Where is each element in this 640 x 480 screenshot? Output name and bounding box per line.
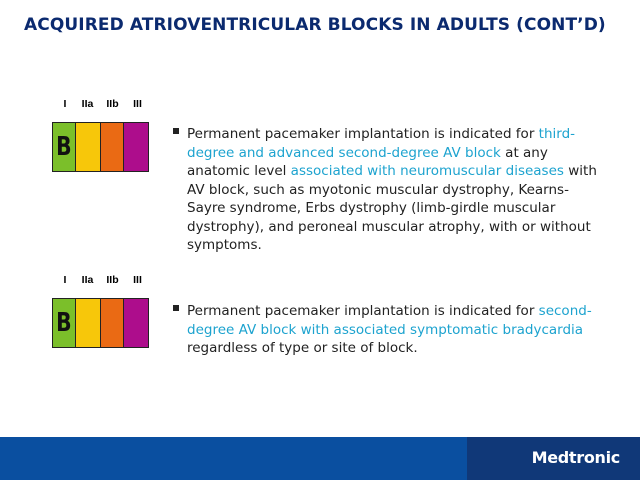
class-label-iii: III [133, 98, 142, 110]
text-part: Permanent pacemaker implantation is indicated for [187, 126, 539, 142]
class-iib-segment [101, 299, 125, 347]
class-labels [55, 274, 150, 286]
slide-title: ACQUIRED ATRIOVENTRICULAR BLOCKS IN ADULTS (CONT’D) [24, 15, 606, 35]
class-iii-segment [124, 299, 148, 347]
class-label-iii: III [133, 274, 142, 286]
bullet-square-icon [173, 305, 179, 311]
recommendation-text [187, 302, 607, 358]
text-part: with AV block, such as myotonic muscular dystrophy, Kearns-Sayre syndrome, Erbs dystrophy (limb-girdle muscular dystrophy), and peroneal muscular atrophy, with or without symptoms. [187, 163, 597, 253]
text-part: at any anatomic level [187, 144, 548, 179]
footer-bar [0, 437, 640, 480]
text-part: regardless of type or site of block. [187, 340, 418, 356]
class-label-i: I [63, 274, 67, 286]
highlight-text: second-degree AV block with associated symptomatic bradycardia [187, 303, 592, 338]
class-label-iib: IIb [106, 274, 119, 286]
class-iib-segment [101, 123, 125, 171]
highlight-text: associated with neuromuscular diseases [290, 163, 564, 179]
highlight-text: third-degree and advanced second-degree AV block [187, 126, 576, 161]
text-part: Permanent pacemaker implantation is indicated for [187, 303, 539, 319]
class-iia-segment [76, 299, 101, 347]
level-of-evidence: B [56, 132, 72, 162]
bullet-square-icon [173, 128, 179, 134]
class-iii-segment [124, 123, 148, 171]
class-i-segment [53, 299, 76, 347]
class-label-iia: IIa [81, 274, 94, 286]
class-i-segment [53, 123, 76, 171]
class-labels [55, 98, 150, 110]
recommendation-class-bar [52, 298, 149, 348]
class-iia-segment [76, 123, 101, 171]
class-label-iia: IIa [81, 98, 94, 110]
class-label-i: I [63, 98, 67, 110]
recommendation-class-bar [52, 122, 149, 172]
recommendation-text [187, 125, 607, 255]
class-label-iib: IIb [106, 98, 119, 110]
level-of-evidence: B [56, 308, 72, 338]
medtronic-logo: Medtronic [531, 448, 620, 467]
